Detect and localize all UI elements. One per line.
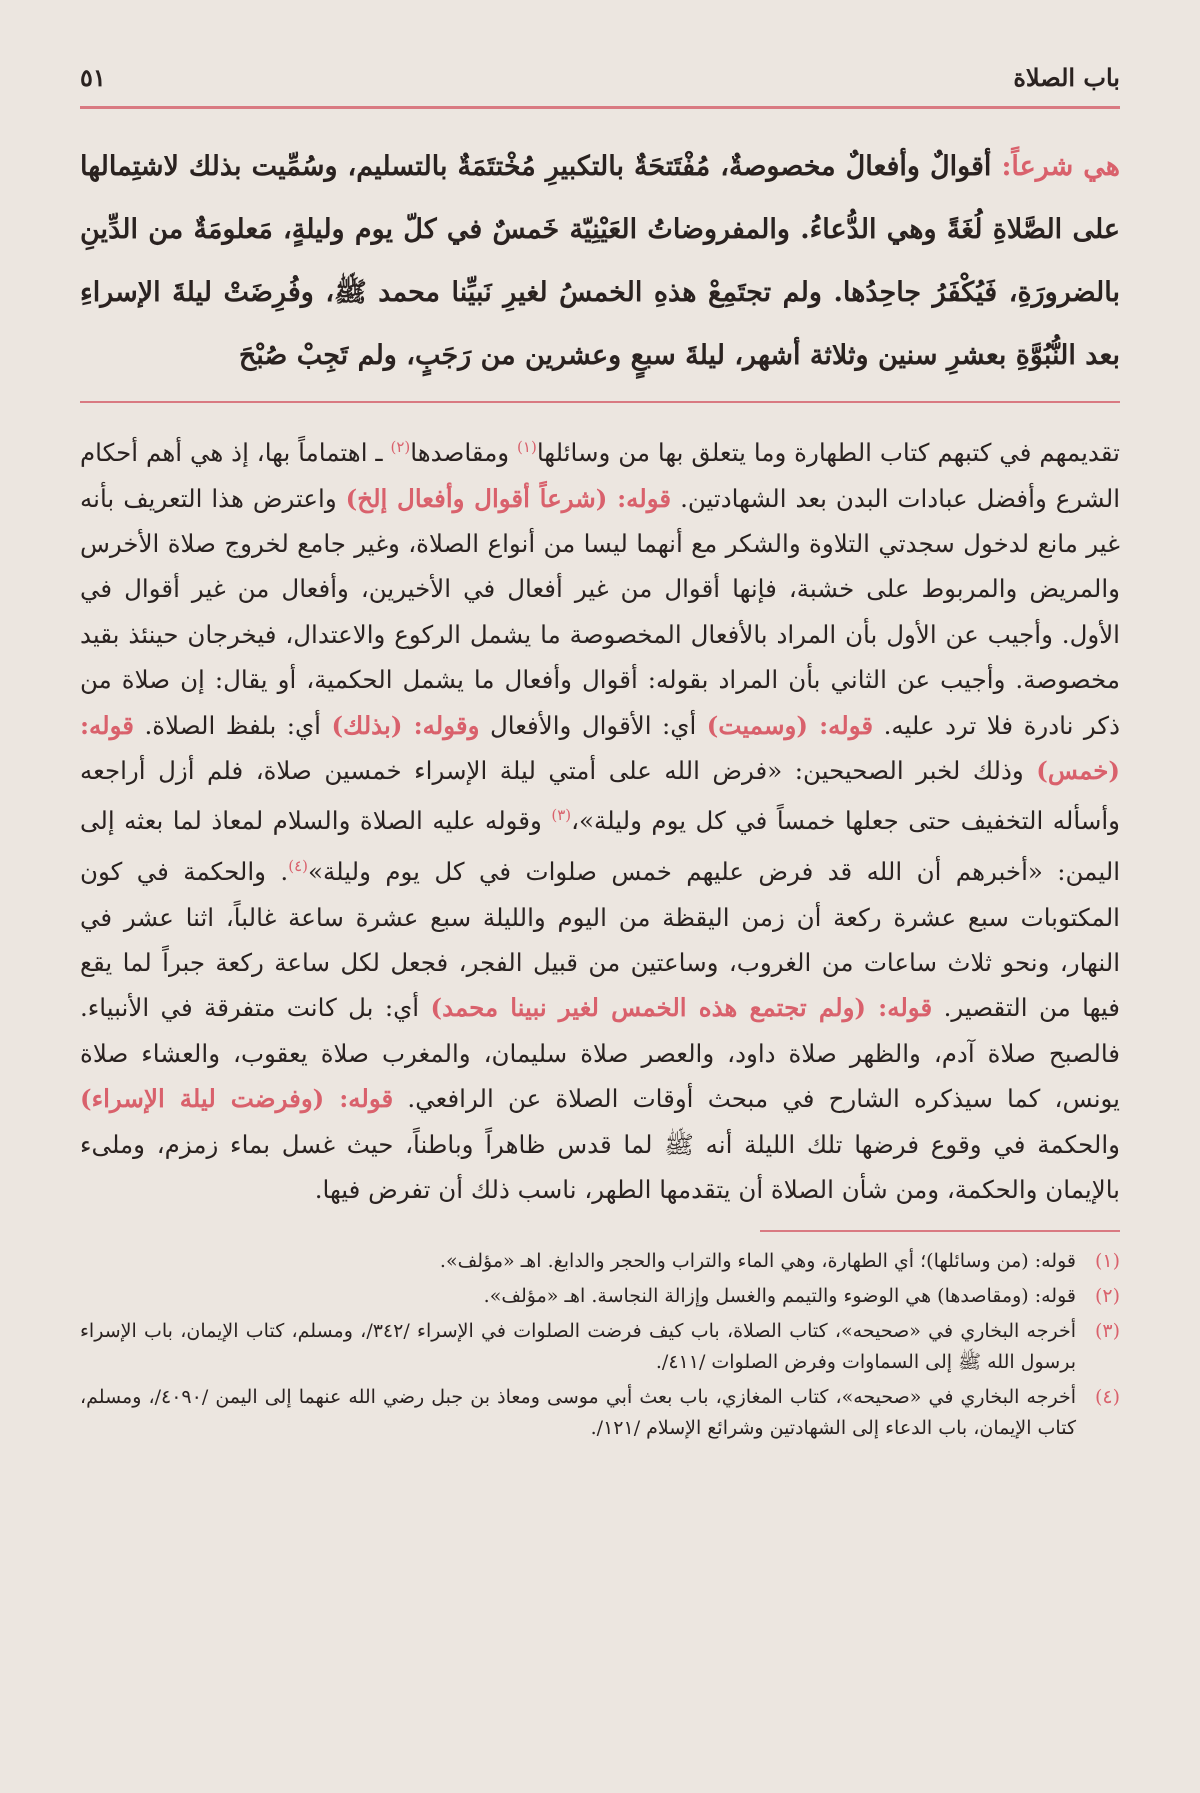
- quote-label: قوله: (وسميت): [706, 710, 874, 740]
- matn-label: هي شرعاً:: [1001, 151, 1121, 182]
- footnote-text: أخرجه البخاري في «صحيحه»، كتاب المغازي، باب بعث أبي موسى ومعاذ بن جبل رضي الله عنهما إلى اليمن /٤٠٩٠/، ومسلم، كتاب الإيمان، باب الدعاء إلى الشهادتين وشرائع الإسلام /١٢١/.: [80, 1386, 1076, 1440]
- footnote-number: (٢): [1094, 1285, 1120, 1308]
- quote-label: قوله: (ولم تجتمع هذه الخمس لغير نبينا محمد): [430, 993, 933, 1023]
- commentary-segment: . والحكمة في كون المكتوبات سبع عشرة ركعة أن زمن اليقظة من اليوم والليلة سبع عشرة ساعة غالباً، اثنا عشر في النهار، ونحو ثلاث ساعات من الغروب، وساعتين من قبيل الفجر، فجعل لكل ساعة ركعة جبراً لما يقع فيها من التقصير.: [80, 857, 1120, 1023]
- commentary-segment: وذلك لخبر الصحيحين: «فرض الله على أمتي ليلة الإسراء خمسين صلاة، فلم أزل أراجعه وأسأله التخفيف حتى جعلها خمساً في كل يوم وليلة»،: [80, 756, 1120, 836]
- footnote-text: قوله: (من وسائلها)؛ أي الطهارة، وهي الماء والتراب والحجر والدابغ. اهـ «مؤلف».: [439, 1250, 1076, 1273]
- commentary-segment: أي: بلفظ الصلاة.: [144, 710, 321, 740]
- matn-body: أقوالٌ وأفعالٌ مخصوصةٌ، مُفْتَتحَةٌ بالتكبيرِ مُخْتتَمَةٌ بالتسليم، وسُمِّيت بذلك لاشتِمالها على الصَّلاةِ لُغَةً وهي الدُّعاءُ. والمفروضاتُ العَيْنِيّة خَمسٌ في كلّ يوم وليلةٍ، مَعلومَةٌ من الدِّينِ بالضرورَةِ، فَيُكْفَرُ جاحِدُها. ولم تجتَمِعْ هذهِ الخمسُ لغيرِ نَبيِّنا محمد ﷺ، وفُرِضَتْ ليلةَ الإسراءِ بعد النُّبُوَّةِ بعشرِ سنين وثلاثة أشهر، ليلةَ سبعٍ وعشرين من رَجَبٍ، ولم تَجِبْ صُبْحَ: [80, 151, 1120, 371]
- commentary-segment: أي: الأقوال والأفعال: [489, 710, 697, 740]
- footnote-item: [80, 1246, 1120, 1277]
- commentary-segment: أي: بل كانت متفرقة في الأنبياء. فالصبح صلاة آدم، والظهر صلاة داود، والعصر صلاة سليمان، والمغرب صلاة يعقوب، والعشاء صلاة يونس، كما سيذكره الشارح في مبحث أوقات الصلاة عن الرافعي.: [80, 993, 1120, 1114]
- footnote-ref: (١): [517, 438, 537, 456]
- matn-rule: [80, 401, 1120, 403]
- footnote-ref: (٢): [390, 438, 411, 456]
- commentary-segment: ـ اهتماماً بها، إذ هي أهم أحكام الشرع وأفضل عبادات البدن بعد الشهادتين.: [80, 438, 1120, 513]
- header-rule: [80, 106, 1120, 109]
- footnote-number: (١): [1094, 1250, 1120, 1273]
- commentary-segment: تقديمهم في كتبهم كتاب الطهارة وما يتعلق بها من وسائلها: [536, 438, 1120, 468]
- footnote-item: [80, 1281, 1120, 1312]
- commentary-segment: وقوله عليه الصلاة والسلام لمعاذ لما بعثه إلى اليمن: «أخبرهم أن الله قد فرض عليهم خمس صلوات في كل يوم وليلة»: [80, 806, 1121, 887]
- page-number: ٥١: [80, 63, 106, 92]
- footnotes: [80, 1246, 1120, 1444]
- quote-label: قوله: (وفرضت ليلة الإسراء): [80, 1084, 394, 1114]
- footnote-item: [80, 1316, 1120, 1378]
- footnote-text: قوله: (ومقاصدها) هي الوضوء والتيمم والغسل وإزالة النجاسة. اهـ «مؤلف».: [483, 1285, 1076, 1308]
- footnote-text: أخرجه البخاري في «صحيحه»، كتاب الصلاة، باب كيف فرضت الصلوات في الإسراء /٣٤٢/، ومسلم، كتاب الإيمان، باب الإسراء برسول الله ﷺ إلى السماوات وفرض الصلوات /٤١١/.: [80, 1320, 1076, 1374]
- quote-label: قوله: (شرعاً أقوال وأفعال إلخ): [345, 483, 672, 513]
- commentary-text: [80, 425, 1120, 1212]
- commentary-segment: ومقاصدها: [410, 438, 518, 468]
- footnote-item: [80, 1382, 1120, 1444]
- footnote-ref: (٣): [551, 806, 572, 825]
- page-header: [80, 52, 1120, 92]
- matn-text: [80, 135, 1120, 387]
- footnote-number: (٣): [1094, 1320, 1120, 1343]
- footnote-rule: [760, 1230, 1120, 1232]
- quote-label: وقوله: (بذلك): [331, 710, 480, 740]
- commentary-segment: واعترض هذا التعريف بأنه غير مانع لدخول سجدتي التلاوة والشكر مع أنهما ليسا من أنواع الصلاة، وغير جامع لخروج صلاة الأخرس والمريض والمربوط على خشبة، فإنها أقوال من غير أفعال في الأخيرين، وأفعال من غير أقوال في الأول. وأجيب عن الأول بأن المراد بالأفعال المخصوصة ما يشمل الركوع والاعتدال، فيخرجان حينئذ بقيد مخصوصة. وأجيب عن الثاني بأن المراد بقوله: أقوال وأفعال ما يشمل الحكمية، أو يقال: إن صلاة من ذكر نادرة فلا ترد عليه.: [80, 483, 1121, 740]
- chapter-title: باب الصلاة: [1013, 63, 1120, 92]
- footnote-number: (٤): [1094, 1386, 1120, 1409]
- footnote-ref: (٤): [288, 856, 308, 875]
- commentary-segment: والحكمة في وقوع فرضها تلك الليلة أنه ﷺ لما قدس ظاهراً وباطناً، حيث غسل بماء زمزم، وملىء بالإيمان والحكمة، ومن شأن الصلاة أن يتقدمها الطهر، ناسب ذلك أن تفرض فيها.: [80, 1129, 1120, 1204]
- quote-label: قوله: (خمس): [80, 710, 1120, 785]
